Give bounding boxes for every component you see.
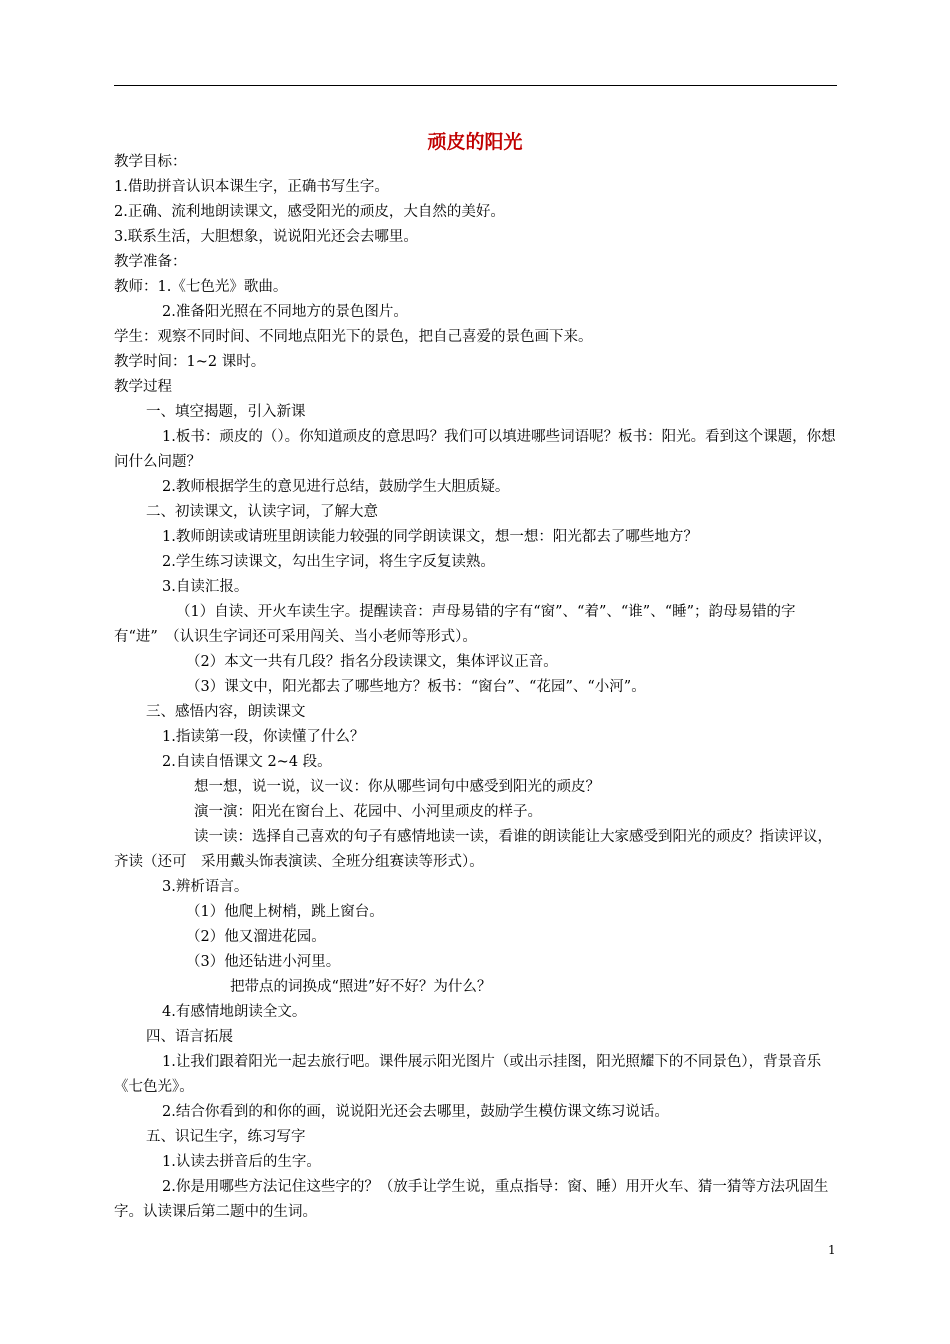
paragraph: 3.自读汇报。 [162, 579, 249, 595]
paragraph: （1）自读、开火车读生字。提醒读音：声母易错的字有“窗”、“着”、“谁”、“睡”；韵母易错的字有“进” （认识生字词还可采用闯关、当小老师等形式）。 [114, 604, 796, 645]
subsection-heading: 一、填空揭题，引入新课 [146, 404, 306, 420]
paragraph: （2）本文一共有几段？指名分段读课文，集体评议正音。 [186, 654, 558, 670]
subsection-heading: 二、初读课文，认读字词，了解大意 [146, 504, 378, 520]
paragraph: 教学时间：1~2 课时。 [114, 354, 266, 370]
paragraph: 1.指读第一段，你读懂了什么？ [162, 729, 365, 745]
paragraph: （1）他爬上树梢，跳上窗台。 [186, 904, 384, 920]
paragraph: 读一读：选择自己喜欢的句子有感情地读一读，看谁的朗读能让大家感受到阳光的顽皮？指读评议，齐读（还可 采用戴头饰表演读、全班分组赛读等形式）。 [114, 829, 832, 870]
paragraph: 1.认读去拼音后的生字。 [162, 1154, 321, 1170]
paragraph: 教师：1.《七色光》歌曲。 [114, 279, 288, 295]
paragraph: 4.有感情地朗读全文。 [162, 1004, 307, 1020]
paragraph: （3）他还钻进小河里。 [186, 954, 341, 970]
paragraph: 3.辨析语言。 [162, 879, 249, 895]
paragraph: 1.板书：顽皮的（）。你知道顽皮的意思吗？我们可以填进哪些词语呢？板书：阳光。看到这个课题，你想问什么问题？ [114, 429, 836, 470]
paragraph: 2.正确、流利地朗读课文，感受阳光的顽皮，大自然的美好。 [114, 204, 505, 220]
paragraph: 把带点的词换成“照进”好不好？为什么？ [230, 979, 492, 995]
paragraph: 想一想，说一说，议一议：你从哪些词句中感受到阳光的顽皮？ [194, 779, 600, 795]
paragraph: 2.结合你看到的和你的画，说说阳光还会去哪里，鼓励学生模仿课文练习说话。 [162, 1104, 669, 1120]
paragraph: 2.教师根据学生的意见进行总结，鼓励学生大胆质疑。 [162, 479, 510, 495]
paragraph: 1.让我们跟着阳光一起去旅行吧。课件展示阳光图片（或出示挂图，阳光照耀下的不同景色），背景音乐《七色光》。 [114, 1054, 822, 1095]
section-heading: 教学目标： [114, 154, 187, 170]
subsection-heading: 五、识记生字，练习写字 [146, 1129, 306, 1145]
paragraph: 学生：观察不同时间、不同地点阳光下的景色，把自己喜爱的景色画下来。 [114, 329, 593, 345]
document-body [114, 150, 838, 1225]
paragraph: 1.教师朗读或请班里朗读能力较强的同学朗读课文，想一想：阳光都去了哪些地方？ [162, 529, 698, 545]
paragraph: 1.借助拼音认识本课生字，正确书写生字。 [114, 179, 389, 195]
page-number: 1 [828, 1243, 836, 1257]
paragraph: 2.学生练习读课文，勾出生字词，将生字反复读熟。 [162, 554, 495, 570]
section-heading: 教学准备： [114, 254, 187, 270]
paragraph: （2）他又溜进花园。 [186, 929, 326, 945]
paragraph: 2.准备阳光照在不同地方的景色图片。 [162, 304, 408, 320]
section-heading: 教学过程 [114, 379, 172, 395]
document-title: 顽皮的阳光 [427, 131, 523, 153]
paragraph: 3.联系生活，大胆想象，说说阳光还会去哪里。 [114, 229, 418, 245]
header-rule [114, 85, 837, 86]
subsection-heading: 三、感悟内容，朗读课文 [146, 704, 306, 720]
paragraph: 演一演：阳光在窗台上、花园中、小河里顽皮的样子。 [194, 804, 542, 820]
subsection-heading: 四、语言拓展 [146, 1029, 233, 1045]
paragraph: 2.你是用哪些方法记住这些字的？（放手让学生说，重点指导：窗、睡）用开火车、猜一猜等方法巩固生字。认读课后第二题中的生词。 [114, 1179, 829, 1220]
paragraph: 2.自读自悟课文 2~4 段。 [162, 754, 332, 770]
paragraph: （3）课文中，阳光都去了哪些地方？板书：“窗台”、“花园”、“小河”。 [186, 679, 646, 695]
